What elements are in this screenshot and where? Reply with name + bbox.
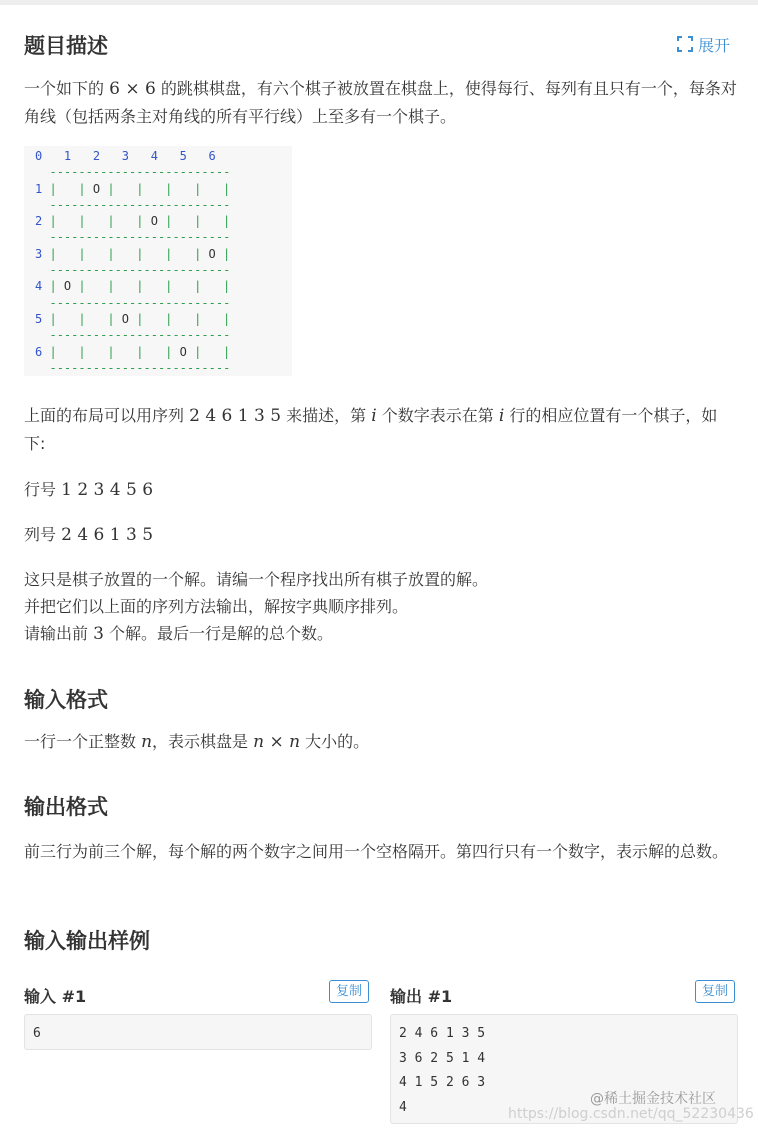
column-number-line: 列号 2 4 6 1 3 5	[24, 525, 154, 545]
top-border	[0, 0, 758, 5]
output-format-text: 前三行为前三个解，每个解的两个数字之间用一个空格隔开。第四行只有一个数字，表示解的总数。	[24, 842, 729, 861]
input-format-heading: 输入格式	[24, 688, 108, 712]
watermark-brand: @稀土掘金技术社区	[590, 1091, 716, 1107]
sample-input-box[interactable]: 6	[24, 1014, 372, 1050]
task-description: 这只是棋子放置的一个解。请编一个程序找出所有棋子放置的解。 并把它们以上面的序列方法输出，解按字典顺序排列。 请输出前 3 个解。最后一行是解的总个数。	[24, 570, 489, 644]
expand-icon	[676, 35, 694, 53]
sample-output-label: 输出 #1	[390, 987, 453, 1006]
description-heading: 题目描述	[24, 34, 108, 58]
description-intro: 一个如下的 6 × 6 的跳棋棋盘，有六个棋子被放置在棋盘上，使得每行、每列有且只有一个，每条对角线（包括两条主对角线的所有平行线）上至多有一个棋子。	[24, 79, 737, 126]
sample-output-box[interactable]: 2 4 6 1 3 5 3 6 2 5 1 4 4 1 5 2 6 3 4	[390, 1014, 738, 1124]
checkerboard-text: 0 1 2 3 4 5 6 ------------------------- 1 | | O | | | | | ------------------------- 2 | | | | O | | | ------------------------- 3 | | | | | | O | ------------------------- 4 | O | | | | | | ------------------------- 5 | | | O | | | | ------------------------- 6 | | | | | O | | -------------------------	[35, 149, 231, 375]
copy-input-button[interactable]: 复制	[329, 980, 369, 1003]
checkerboard-figure	[24, 146, 292, 376]
expand-label: 展开	[698, 35, 731, 55]
samples-heading: 输入输出样例	[24, 929, 150, 953]
input-format-text: 一行一个正整数 n，表示棋盘是 n × n 大小的。	[24, 732, 370, 752]
output-format-heading: 输出格式	[24, 795, 108, 819]
layout-description: 上面的布局可以用序列 2 4 6 1 3 5 来描述，第 i 个数字表示在第 i 行的相应位置有一个棋子，如下:	[24, 406, 718, 453]
row-number-line: 行号 1 2 3 4 5 6	[24, 480, 154, 500]
watermark-url: https://blog.csdn.net/qq_52230436	[508, 1106, 754, 1122]
copy-output-button[interactable]: 复制	[695, 980, 735, 1003]
expand-button[interactable]	[676, 33, 730, 55]
sample-input-label: 输入 #1	[24, 987, 87, 1006]
